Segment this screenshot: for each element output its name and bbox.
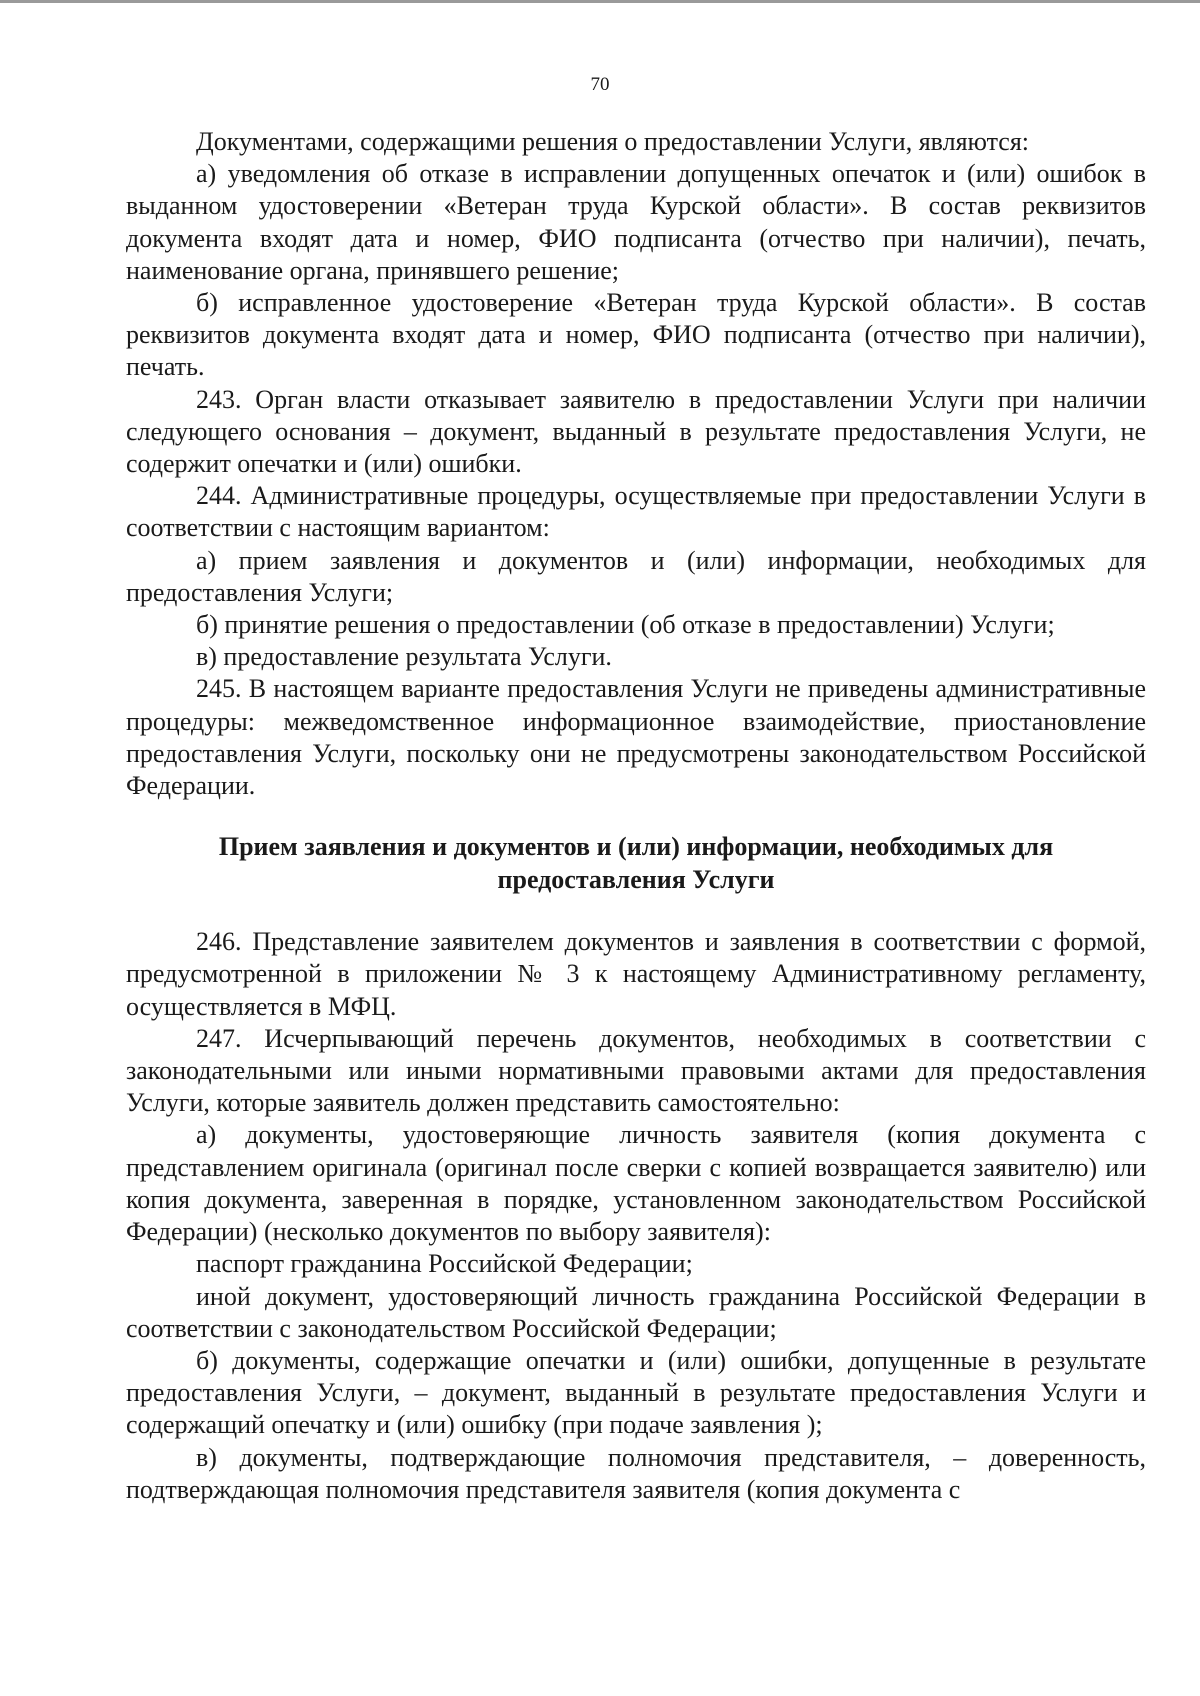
paragraph: 244. Административные процедуры, осуществляемые при предоставлении Услуги в соответствии с настоящим вариантом:	[126, 481, 1146, 543]
paragraph: в) предоставление результата Услуги.	[196, 642, 612, 672]
paragraph: 245. В настоящем варианте предоставления Услуги не приведены административные процедуры: межведомственное информационное взаимодействие, приостановление предоставления Услуги, поскольку они не предусмотрены законодательством Российской Федерации.	[126, 674, 1146, 801]
page-number: 70	[590, 74, 610, 95]
paragraph: Документами, содержащими решения о предоставлении Услуги, являются:	[196, 127, 1030, 156]
paragraph: 243. Орган власти отказывает заявителю в предоставлении Услуги при наличии следующего основания – документ, выданный в результате предоставления Услуги, не содержит опечатки и (или) ошибки.	[126, 384, 1146, 479]
paragraph: иной документ, удостоверяющий личность гражданина Российской Федерации в соответствии с законодательством Российской Федерации;	[126, 1281, 1146, 1343]
paragraph: а) прием заявления и документов и (или) информации, необходимых для предоставления Услуги;	[126, 545, 1146, 607]
paragraph: 247. Исчерпывающий перечень документов, необходимых в соответствии с законодательными или иными нормативными правовыми актами для предоставления Услуги, которые заявитель должен представить самостоятельно:	[126, 1023, 1146, 1118]
paragraph: а) уведомления об отказе в исправлении допущенных опечаток и (или) ошибок в выданном удостоверении «Ветеран труда Курской области». В состав реквизитов документа входят дата и номер, ФИО подписанта (отчество при наличии), печать, наименование органа, принявшего решение;	[126, 159, 1146, 285]
paragraph: в) документы, подтверждающие полномочия представителя, – доверенность, подтверждающая полномочия представителя заявителя (копия документа с	[126, 1442, 1146, 1504]
scan-top-edge	[0, 0, 1200, 3]
paragraph: б) исправленное удостоверение «Ветеран труда Курской области». В состав реквизитов документа входят дата и номер, ФИО подписанта (отчество при наличии), печать.	[126, 288, 1146, 382]
paragraph: а) документы, удостоверяющие личность заявителя (копия документа с представлением оригинала (оригинал после сверки с копией возвращается заявителю) или копия документа, заверенная в порядке, установленном законодательством Российской Федерации) (несколько документов по выбору заявителя):	[126, 1120, 1146, 1247]
document-body	[126, 126, 1146, 1506]
paragraph: 246. Представление заявителем документов и заявления в соответствии с формой, предусмотренной в приложении № 3 к настоящему Административному регламенту, осуществляется в МФЦ.	[126, 927, 1146, 1021]
paragraph: паспорт гражданина Российской Федерации;	[196, 1249, 693, 1279]
section-heading: Прием заявления и документов и (или) информации, необходимых для предоставления Услуги	[218, 832, 1054, 895]
paragraph: б) документы, содержащие опечатки и (или) ошибки, допущенные в результате предоставления Услуги, – документ, выданный в результате предоставления Услуги и содержащий опечатку и (или) ошибку (при подаче заявления );	[126, 1345, 1146, 1440]
paragraph: б) принятие решения о предоставлении (об отказе в предоставлении) Услуги;	[196, 610, 1055, 640]
